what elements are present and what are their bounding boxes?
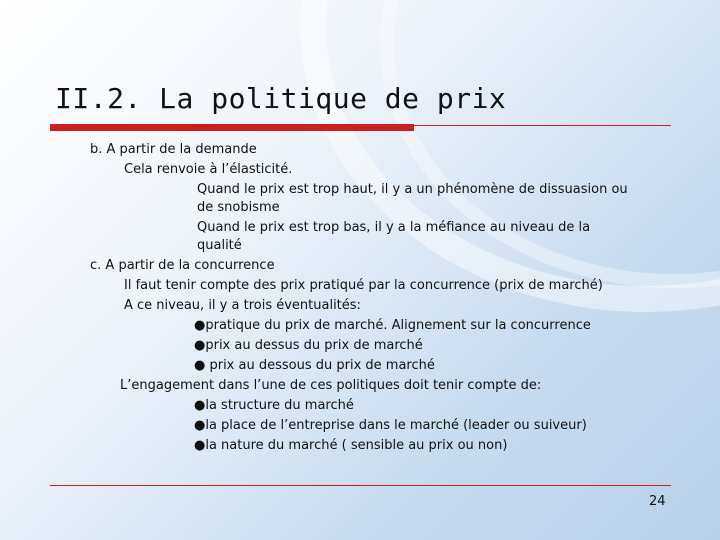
body-line-heading-c: c. A partir de la concurrence xyxy=(90,258,275,273)
body-line: Quand le prix est trop haut, il y a un phénomène de dissuasion ou xyxy=(197,182,628,197)
title-underline-thin xyxy=(414,125,671,126)
bullet-item: ●la nature du marché ( sensible au prix ou non) xyxy=(194,438,508,453)
slide-title: II.2. La politique de prix xyxy=(55,82,507,115)
bullet-item: ●la structure du marché xyxy=(194,398,354,413)
bullet-item: ●la place de l’entreprise dans le marché (leader ou suiveur) xyxy=(194,418,587,433)
title-underline-thick xyxy=(50,124,414,131)
bullet-item: ●prix au dessus du prix de marché xyxy=(194,338,423,353)
footer-rule xyxy=(50,485,671,486)
bullet-item: ● prix au dessous du prix de marché xyxy=(194,358,435,373)
body-line: qualité xyxy=(197,238,242,253)
bullet-item: ●pratique du prix de marché. Alignement sur la concurrence xyxy=(194,318,591,333)
body-line: L’engagement dans l’une de ces politiques doit tenir compte de: xyxy=(120,378,542,393)
body-line: Quand le prix est trop bas, il y a la méfiance au niveau de la xyxy=(197,220,591,235)
body-line: A ce niveau, il y a trois éventualités: xyxy=(124,298,361,313)
body-line: de snobisme xyxy=(197,200,280,215)
body-line: Cela renvoie à l’élasticité. xyxy=(124,162,293,177)
body-line: Il faut tenir compte des prix pratiqué par la concurrence (prix de marché) xyxy=(124,278,603,293)
body-line-heading-b: b. A partir de la demande xyxy=(90,142,257,157)
page-number: 24 xyxy=(649,494,666,509)
